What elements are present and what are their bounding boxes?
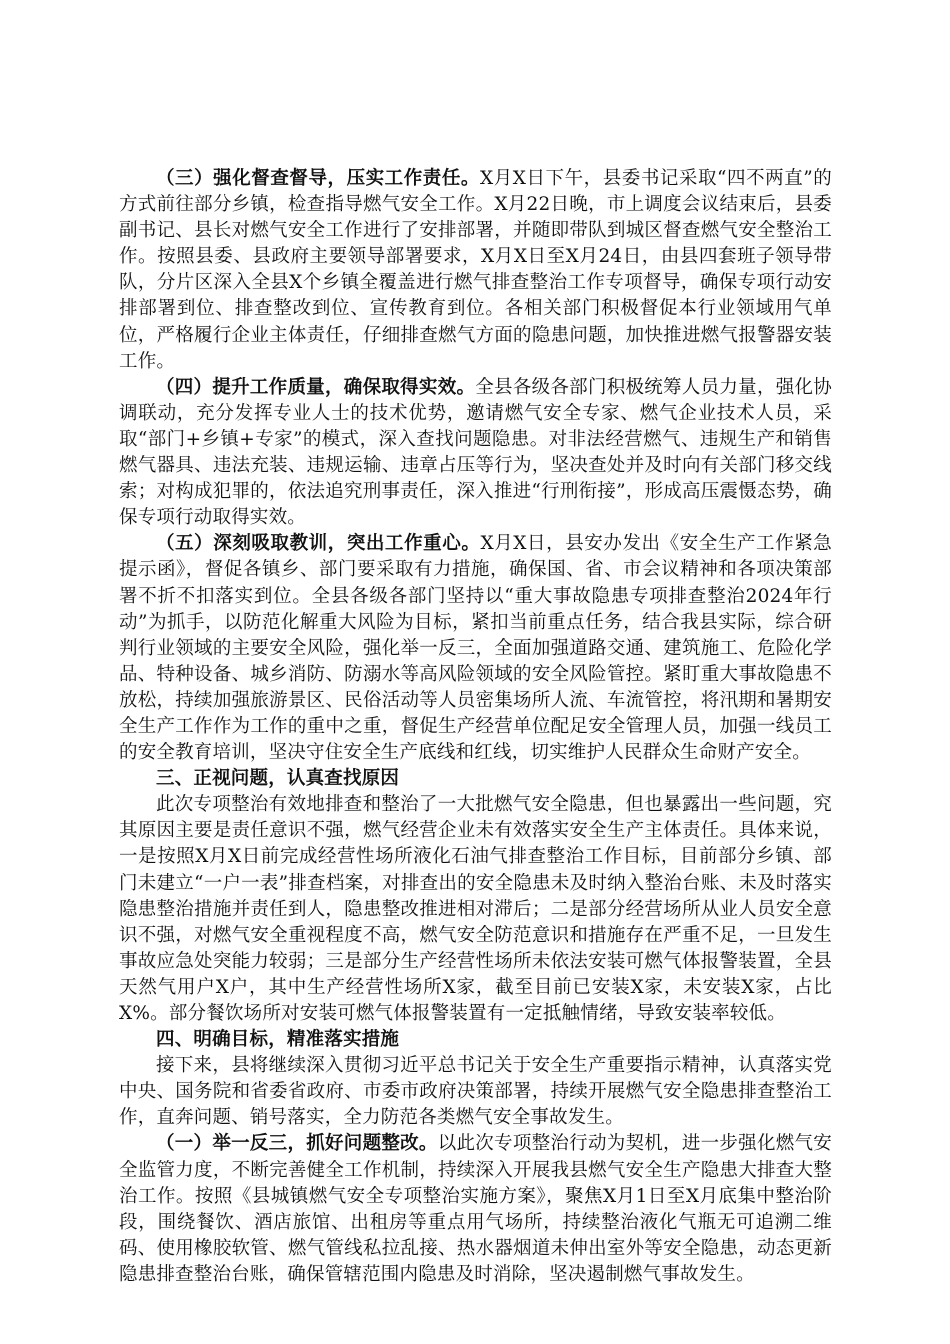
paragraph-problems: [119, 792, 832, 1027]
paragraph-work-quality: [119, 375, 832, 532]
section-heading-problems: 三、正视问题，认真查找原因: [156, 768, 400, 790]
paragraph-rectification: [119, 1131, 832, 1288]
paragraph-heading: （一）举一反三，抓好问题整改。: [156, 1133, 438, 1155]
paragraph-lessons: [119, 531, 832, 766]
paragraph-body: X月X日，县安办发出《安全生产工作紧急提示函》，督促各镇乡、部门要采取有力措施，确保国、省、市会议精神和各项决策部署不折不扣落实到位。全县各级各部门坚持以“重大事故隐患专项排查整治2024年行动”为抓手，以防范化解重大风险为目标，紧扣当前重点任务，结合我县实际，综合研判行业领域的主要安全风险，强化举一反三，全面加强道路交通、建筑施工、危险化学品、特种设备、城乡消防、防溺水等高风险领域的安全风险管控。紧盯重大事故隐患不放松，持续加强旅游景区、民俗活动等人员密集场所人流、车流管控，将汛期和暑期安全生产工作作为工作的重中之重，督促生产经营单位配足安全管理人员，加强一线员工的安全教育培训，坚决守住安全生产底线和红线，切实维护人民群众生命财产安全。: [119, 533, 832, 764]
paragraph-heading: （五）深刻吸取教训，突出工作重心。: [156, 533, 481, 555]
paragraph-heading: （三）强化督查督导，压实工作责任。: [156, 168, 480, 189]
paragraph-supervision: [119, 166, 832, 375]
paragraph-next-steps: [119, 1053, 832, 1131]
paragraph-body: 此次专项整治有效地排查和整治了一大批燃气安全隐患，但也暴露出一些问题，究其原因主要是责任意识不强，燃气经营企业未有效落实安全生产主体责任。具体来说，一是按照X月X日前完成经营性场所液化石油气排查整治工作目标，目前部分乡镇、部门未建立“一户一表”排查档案，对排查出的安全隐患未及时纳入整治台账、未及时落实隐患整治措施并责任到人，隐患整改推进相对滞后；二是部分经营场所从业人员安全意识不强，对燃气安全重视程度不高，燃气安全防范意识和措施存在严重不足，一旦发生事故应急处突能力较弱；三是部分生产经营性场所未依法安装可燃气体报警装置，全县天然气用户X户，其中生产经营性场所X家，截至目前已安装X家，未安装X家，占比X%。部分餐饮场所对安装可燃气体报警装置有一定抵触情绪，导致安装率较低。: [119, 794, 832, 1024]
paragraph-body: 全县各级各部门积极统筹人员力量，强化协调联动，充分发挥专业人士的技术优势，邀请燃气安全专家、燃气企业技术人员，采取“部门+乡镇+专家”的模式，深入查找问题隐患。对非法经营燃气、违规生产和销售燃气器具、违法充装、违规运输、违章占压等行为，坚决查处并及时向有关部门移交线索；对构成犯罪的，依法追究刑事责任，深入推进“行刑衔接”，形成高压震慑态势，确保专项行动取得实效。: [119, 376, 832, 529]
section-heading-measures: 四、明确目标，精准落实措施: [156, 1029, 400, 1051]
document-page: [119, 166, 832, 1288]
paragraph-body: 以此次专项整治行动为契机，进一步强化燃气安全监管力度，不断完善健全工作机制，持续深入开展我县燃气安全生产隐患大排查大整治工作。按照《县城镇燃气安全专项整治实施方案》，聚焦X月1日至X月底集中整治阶段，围绕餐饮、酒店旅馆、出租房等重点用气场所，持续整治液化气瓶无可追溯二维码、使用橡胶软管、燃气管线私拉乱接、热水器烟道未伸出室外等安全隐患，动态更新隐患排查整治台账，确保管辖范围内隐患及时消除，坚决遏制燃气事故发生。: [119, 1133, 832, 1285]
paragraph-body: 接下来，县将继续深入贯彻习近平总书记关于安全生产重要指示精神，认真落实党中央、国务院和省委省政府、市委市政府决策部署，持续开展燃气安全隐患排查整治工作，直奔问题、销号落实，全力防范各类燃气安全事故发生。: [119, 1055, 832, 1129]
paragraph-body: X月X日下午，县委书记采取“四不两直”的方式前往部分乡镇，检查指导燃气安全工作。X月22日晚，市上调度会议结束后，县委副书记、县长对燃气安全工作进行了安排部署，并随即带队到城区督查燃气安全整治工作。按照县委、县政府主要领导部署要求，X月X日至X月24日，由县四套班子领导带队，分片区深入全县X个乡镇全覆盖进行燃气排查整治工作专项督导，确保专项行动安排部署到位、排查整改到位、宣传教育到位。各相关部门积极督促本行业领域用气单位，严格履行企业主体责任，仔细排查燃气方面的隐患问题，加快推进燃气报警器安装工作。: [119, 168, 832, 372]
paragraph-heading: （四）提升工作质量，确保取得实效。: [156, 376, 476, 398]
